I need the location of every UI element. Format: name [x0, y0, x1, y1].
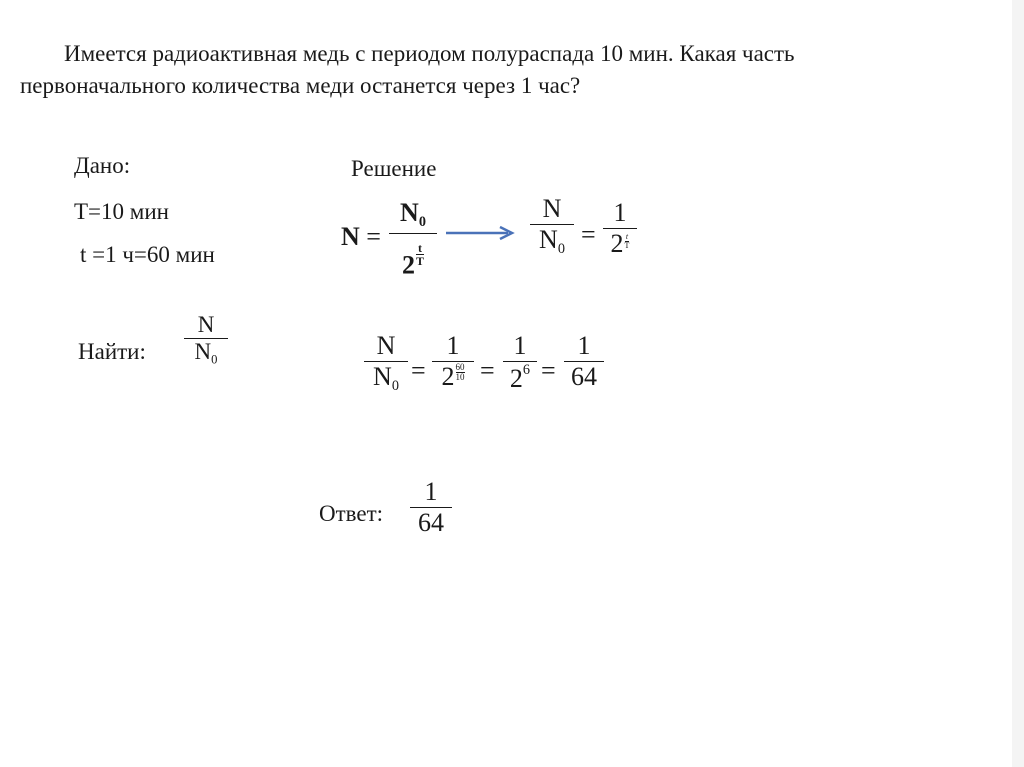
answer-numerator: 1 — [424, 477, 438, 506]
find-denominator: $N_0$ — [194, 339, 218, 367]
ratio-denominator: $N_0$ — [539, 225, 565, 257]
answer-fraction — [410, 477, 452, 538]
calc-six-fraction — [503, 331, 537, 394]
ratio-numerator: N — [542, 194, 562, 223]
ratio-rhs-numerator: 1 — [613, 198, 627, 227]
find-numerator: N — [197, 312, 215, 337]
calc-six-numerator: 1 — [513, 331, 527, 360]
calc-equals-3: = — [541, 356, 556, 385]
fraction-bar — [389, 233, 437, 234]
calc-six-denominator: $2^6$ — [509, 362, 531, 393]
answer-label: Ответ: — [319, 501, 384, 526]
problem-line-1: Имеется радиоактивная медь с периодом полураспада 10 мин. Какая часть — [64, 41, 795, 66]
arrow-right-icon — [444, 225, 518, 241]
calc-equals-1: = — [411, 356, 426, 385]
given-period: Т=10 мин — [74, 199, 169, 224]
ratio-fraction — [530, 194, 574, 258]
find-label: Найти: — [78, 339, 146, 364]
formula-denominator: 2 $\frac{t}{T}$ — [401, 241, 424, 280]
calc-power-fraction — [432, 331, 474, 392]
formula-numerator: $N_0$ — [400, 198, 426, 230]
calc-equals-2: = — [480, 356, 495, 385]
ratio-equals: = — [581, 220, 596, 249]
calc-ratio-numerator: N — [376, 331, 396, 360]
problem-line-2: первоначального количества меди останется через 1 час? — [20, 73, 581, 98]
given-time: t =1 ч=60 мин — [80, 242, 215, 267]
calc-power-numerator: 1 — [446, 331, 460, 360]
calc-power-denominator: 2 $\frac{60}{10}$ — [441, 362, 465, 391]
formula-fraction — [389, 198, 437, 280]
answer-denominator: 64 — [418, 508, 444, 537]
formula-lhs: N = — [341, 222, 381, 251]
given-title: Дано: — [74, 153, 131, 178]
ratio-rhs-fraction — [603, 198, 637, 259]
calc-ratio-denominator: $N_0$ — [373, 362, 399, 394]
calc-ratio-fraction — [364, 331, 408, 395]
find-fraction — [184, 312, 228, 367]
calc-result-numerator: 1 — [577, 331, 591, 360]
calc-result-denominator: 64 — [571, 362, 597, 391]
solution-title: Решение — [351, 156, 437, 181]
scrollbar[interactable] — [1012, 0, 1024, 767]
calc-result-fraction — [564, 331, 604, 392]
ratio-rhs-denominator: 2 $\frac{t}{T}$ — [610, 229, 630, 258]
